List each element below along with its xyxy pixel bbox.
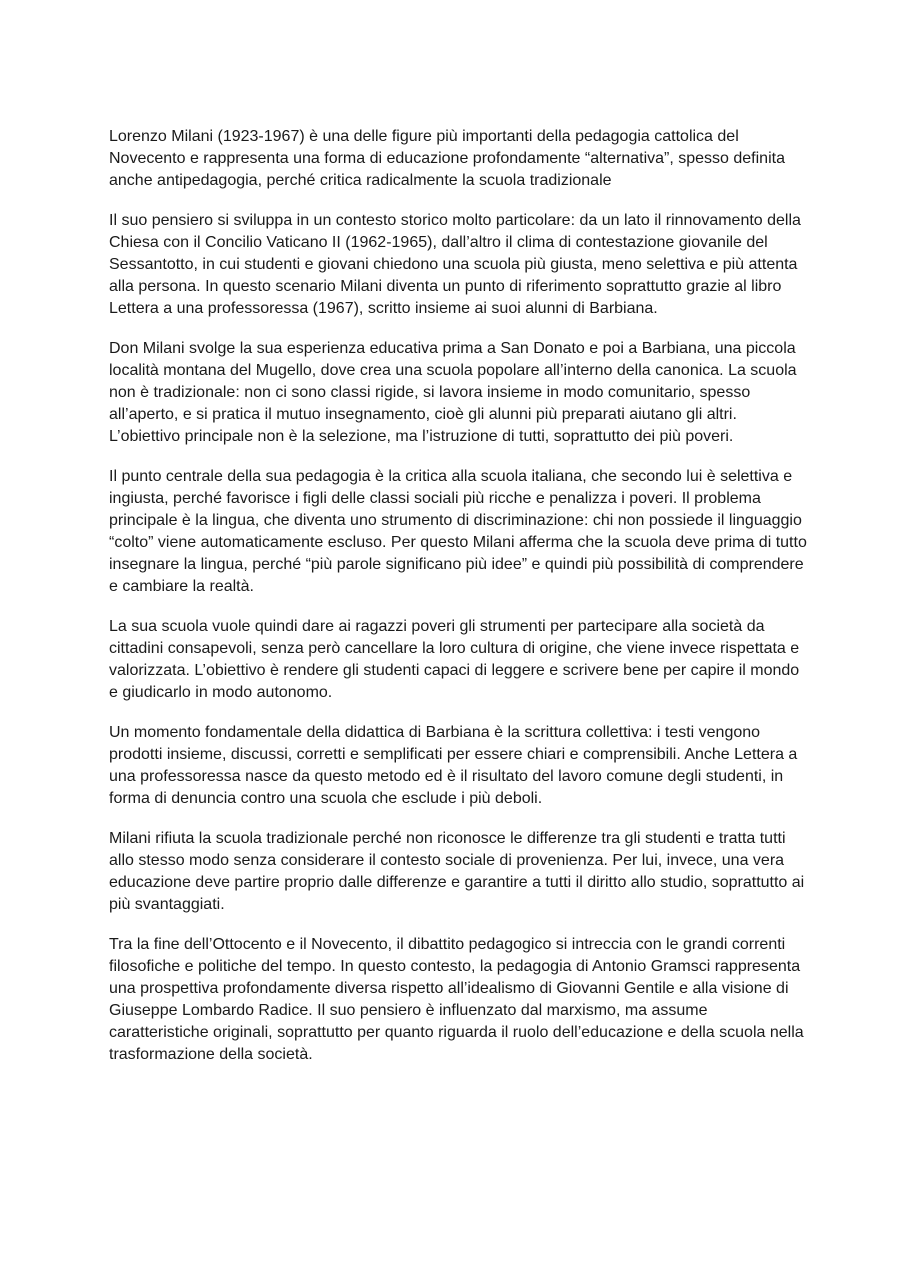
document-page bbox=[109, 126, 809, 1084]
paragraph-critique-language: Il punto centrale della sua pedagogia è la critica alla scuola italiana, che secondo lui è selettiva e ingiusta, perché favorisce i figli delle classi sociali più ricche e penalizza i poveri. Il problema principale è la lingua, che diventa uno strumento di discriminazione: chi non possiede il linguaggio “colto” viene automaticamente escluso. Per questo Milani afferma che la scuola deve prima di tutto insegnare la lingua, perché “più parole significano più idee” e quindi più possibilità di comprendere e cambiare la realtà. bbox=[109, 468, 807, 595]
paragraph-differences: Milani rifiuta la scuola tradizionale perché non riconosce le differenze tra gli studenti e tratta tutti allo stesso modo senza considerare il contesto sociale di provenienza. Per lui, invece, una vera educazione deve partire proprio dalle differenze e garantire a tutti il diritto allo studio, soprattutto ai più svantaggiati. bbox=[109, 830, 805, 913]
paragraph-collective-writing: Un momento fondamentale della didattica di Barbiana è la scrittura collettiva: i testi vengono prodotti insieme, discussi, corretti e semplificati per essere chiari e comprensibili. Anche Lettera a una professoressa nasce da questo metodo ed è il risultato del lavoro comune degli studenti, in forma di denuncia contro una scuola che esclude i più deboli. bbox=[109, 724, 798, 807]
paragraph-barbiana-school: Don Milani svolge la sua esperienza educativa prima a San Donato e poi a Barbiana, una piccola località montana del Mugello, dove crea una scuola popolare all’interno della canonica. La scuola non è tradizionale: non ci sono classi rigide, si lavora insieme in modo comunitario, spesso all’aperto, e si pratica il mutuo insegnamento, cioè gli alunni più preparati aiutano gli altri. L’obiettivo principale non è la selezione, ma l’istruzione di tutti, soprattutto dei più poveri. bbox=[109, 340, 797, 445]
paragraph-milani-intro: Lorenzo Milani (1923-1967) è una delle figure più importanti della pedagogia cattolica del Novecento e rappresenta una forma di educazione profondamente “alternativa”, spesso definita anche antipedagogia, perché critica radicalmente la scuola tradizionale bbox=[109, 128, 785, 189]
paragraph-citizenship: La sua scuola vuole quindi dare ai ragazzi poveri gli strumenti per partecipare alla società da cittadini consapevoli, senza però cancellare la loro cultura di origine, che viene invece rispettata e valorizzata. L’obiettivo è rendere gli studenti capaci di leggere e scrivere bene per capire il mondo e giudicarlo in modo autonomo. bbox=[109, 618, 800, 701]
paragraph-gramsci: Tra la fine dell’Ottocento e il Novecento, il dibattito pedagogico si intreccia con le grandi correnti filosofiche e politiche del tempo. In questo contesto, la pedagogia di Antonio Gramsci rappresenta una prospettiva profondamente diversa rispetto all’idealismo di Giovanni Gentile e alla visione di Giuseppe Lombardo Radice. Il suo pensiero è influenzato dal marxismo, ma assume caratteristiche originali, soprattutto per quanto riguarda il ruolo dell’educazione e della scuola nella trasformazione della società. bbox=[109, 936, 804, 1063]
paragraph-historical-context: Il suo pensiero si sviluppa in un contesto storico molto particolare: da un lato il rinnovamento della Chiesa con il Concilio Vaticano II (1962-1965), dall’altro il clima di contestazione giovanile del Sessantotto, in cui studenti e giovani chiedono una scuola più giusta, meno selettiva e più attenta alla persona. In questo scenario Milani diventa un punto di riferimento soprattutto grazie al libro Lettera a una professoressa (1967), scritto insieme ai suoi alunni di Barbiana. bbox=[109, 212, 801, 317]
